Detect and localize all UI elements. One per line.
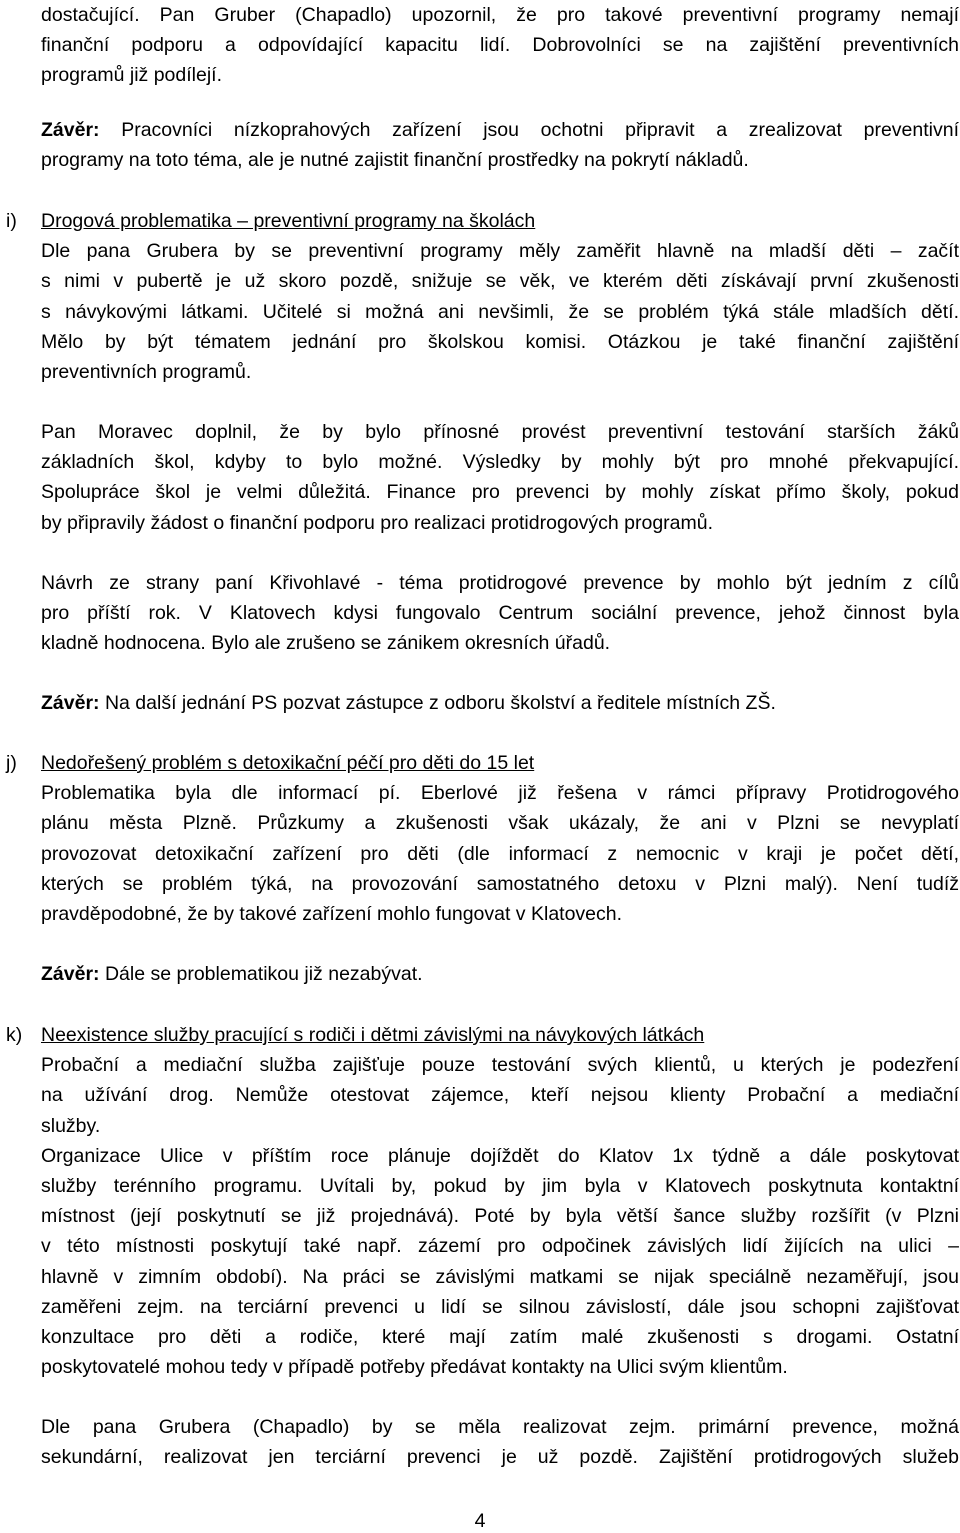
section-heading: Drogová problematika – preventivní programy na školách <box>41 210 536 232</box>
text-line: pro příští rok. V Klatovech kdysi fungovalo Centrum sociální prevence, jehož činnost byla <box>41 602 959 625</box>
text-line: plánu města Plzně. Průzkumy a zkušenosti však ukázaly, že ani v Plzni se nevyplatí <box>41 812 959 835</box>
conclusion-text: Na další jednání PS pozvat zástupce z odboru školství a ředitele místních ZŠ. <box>99 692 776 714</box>
conclusion-label: Závěr: <box>41 692 100 714</box>
section-heading: Nedořešený problém s detoxikační péčí pro děti do 15 let <box>41 752 535 774</box>
text-line: s nimi v pubertě je už skoro pozdě, snižuje se věk, ve kterém děti získávají první zkušenosti <box>41 270 959 293</box>
section-i <box>41 206 959 387</box>
conclusion-paragraph <box>41 115 959 175</box>
text-line <box>41 959 959 989</box>
text-line: by připravily žádost o finanční podporu pro realizaci protidrogových programů. <box>41 511 714 534</box>
section-j-conclusion <box>41 959 959 989</box>
conclusion-text: Dále se problematikou již nezabývat. <box>99 963 423 985</box>
text-line: provozovat detoxikační zařízení pro děti (dle informací z nemocnic v kraji je počet dětí, <box>41 842 959 865</box>
text-line: finanční podporu a odpovídající kapacitu lidí. Dobrovolníci se na zajištění preventivních <box>41 34 959 57</box>
text-line: pravděpodobné, že by takové zařízení mohlo fungovat v Klatovech. <box>41 903 623 926</box>
text-line: služby terénního programu. Uvítali by, pokud by jim byla v Klatovech poskytnuta kontaktní <box>41 1175 959 1198</box>
text-line: sekundární, realizovat jen terciární prevenci je už pozdě. Zajištění protidrogových služeb <box>41 1446 959 1469</box>
intro-paragraph <box>41 0 959 91</box>
text-line: v této místnosti poskytují také např. zázemí pro odpočinek závislých lidí žijících na ulici – <box>41 1235 959 1258</box>
text-line: kterých se problém týká, na provozování samostatného detoxu v Plzni malý). Není tudíž <box>41 872 959 895</box>
text-line: preventivních programů. <box>41 361 252 384</box>
section-marker: i) <box>6 210 17 232</box>
section-i-paragraph-2 <box>41 417 959 538</box>
text-line: Návrh ze strany paní Křivohlavé - téma protidrogové prevence by mohlo být jedním z cílů <box>41 572 959 594</box>
section-heading: Neexistence služby pracující s rodiči i dětmi závislými na návykových látkách <box>41 1024 705 1046</box>
section-j <box>41 748 959 929</box>
text-line: základních škol, kdyby to bylo možné. Výsledky by mohly být pro mnohé překvapující. <box>41 451 959 474</box>
text-line: programy na toto téma, ale je nutné zajistit finanční prostředky na pokrytí nákladů. <box>41 149 749 172</box>
text-line: dostačující. Pan Gruber (Chapadlo) upozornil, že pro takové preventivní programy nemají <box>41 4 959 26</box>
section-k-paragraph-2 <box>41 1412 959 1472</box>
text-line: Probační a mediační služba zajišťuje pouze testování svých klientů, u kterých je podezření <box>41 1054 959 1077</box>
conclusion-label: Závěr: <box>41 963 100 985</box>
text-line: Dle pana Grubera by se preventivní programy měly zaměřit hlavně na mladší děti – začít <box>41 240 959 263</box>
section-i-conclusion <box>41 688 959 718</box>
text-line: Dle pana Grubera (Chapadlo) by se měla realizovat zejm. primární prevence, možná <box>41 1416 959 1438</box>
text-line: poskytovatelé mohou tedy v případě potřeby předávat kontakty na Ulici svým klientům. <box>41 1356 788 1379</box>
text-line <box>41 115 959 145</box>
text-line: Mělo by být tématem jednání pro školskou komisi. Otázkou je také finanční zajištění <box>41 330 959 353</box>
text-line: zaměřeni zejm. na terciární prevenci u lidí se silnou závislostí, dále jsou schopni zajišťovat <box>41 1295 959 1318</box>
text-line: programů již podílejí. <box>41 64 223 87</box>
text-line: s návykovými látkami. Učitelé si možná ani nevšimli, že se problém týká stále mladších dětí. <box>41 300 959 323</box>
section-marker: j) <box>6 752 17 774</box>
text-line: Spolupráce škol je velmi důležitá. Finance pro prevenci by mohly získat přímo školy, pokud <box>41 481 959 504</box>
section-k <box>41 1020 959 1382</box>
section-i-paragraph-3 <box>41 568 959 659</box>
conclusion-label: Závěr: <box>41 119 100 141</box>
text-line: Pan Moravec doplnil, že by bylo přínosné provést preventivní testování starších žáků <box>41 421 959 443</box>
text-line: Organizace Ulice v příštím roce plánuje dojíždět do Klatov 1x týdně a dále poskytovat <box>41 1144 959 1167</box>
conclusion-text: Pracovníci nízkoprahových zařízení jsou ochotni připravit a zrealizovat preventivní <box>99 119 959 141</box>
text-line: služby. <box>41 1114 101 1137</box>
text-line: kladně hodnocena. Bylo ale zrušeno se zánikem okresních úřadů. <box>41 632 611 655</box>
page-number: 4 <box>474 1510 486 1532</box>
section-marker: k) <box>6 1024 23 1046</box>
text-line <box>41 688 959 718</box>
text-line: hlavně v zimním období). Na práci se závislými matkami se nijak speciálně nezaměřují, jsou <box>41 1265 959 1288</box>
text-line: místnost (její poskytnutí se již projednává). Poté by byla větší šance služby rozšířit (v Plzni <box>41 1205 959 1228</box>
text-line: konzultace pro děti a rodiče, které mají zatím malé zkušenosti s drogami. Ostatní <box>41 1326 959 1349</box>
text-line: na užívání drog. Nemůže otestovat zájemce, kteří nejsou klienty Probační a mediační <box>41 1084 959 1107</box>
text-line: Problematika byla dle informací pí. Eberlové již řešena v rámci přípravy Protidrogového <box>41 782 959 805</box>
